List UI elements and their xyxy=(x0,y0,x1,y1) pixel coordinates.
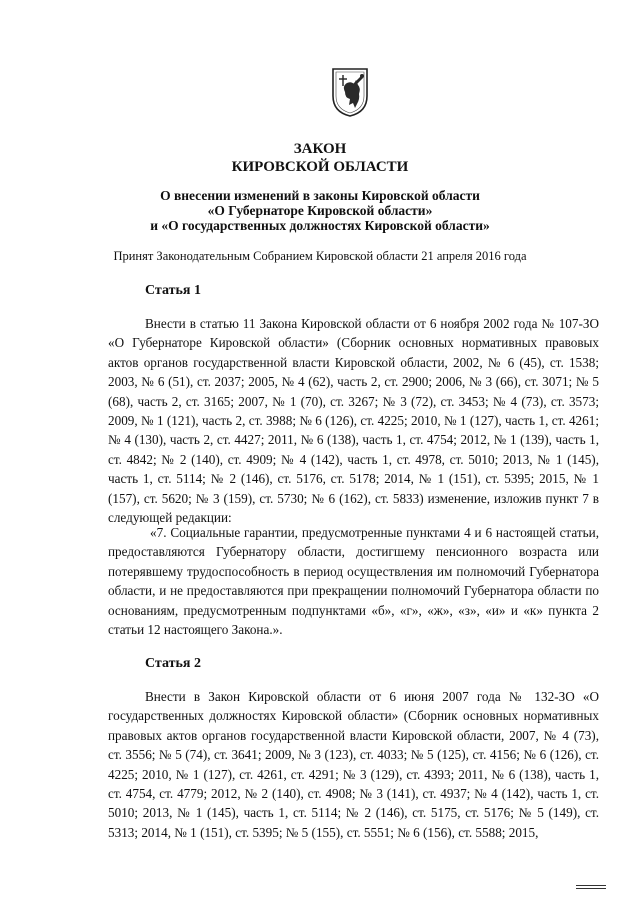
article-1-quote-block xyxy=(108,523,599,639)
footer-rule xyxy=(576,885,606,887)
subject-line-1: О внесении изменений в законы Кировской области xyxy=(160,188,480,203)
subject-line-3: и «О государственных должностях Кировской области» xyxy=(150,218,490,233)
article-1-quote: «7. Социальные гарантии, предусмотренные пунктами 4 и 6 настоящей статьи, предоставляются Губернатору области, достигшему пенсионного возраста или потерявшему трудоспособность в период осуществления им полномочий Губернатора области, и не предоставляются при прекращении полномочий Губернатора области по основаниям, предусмотренным подпунктами «б», «г», «ж», «з», «и» и «к» пункта 2 статьи 12 настоящего Закона.». xyxy=(108,525,599,638)
article-2-heading: Статья 2 xyxy=(145,656,201,671)
coat-of-arms-icon xyxy=(330,66,370,118)
law-title: ЗАКОН xyxy=(293,141,347,157)
article-1-heading: Статья 1 xyxy=(145,283,201,298)
article-1-paragraph: Внести в статью 11 Закона Кировской области от 6 ноября 2002 года № 107-ЗО «О Губернаторе Кировской области» (Сборник основных нормативных правовых актов органов государственной власти Кировской области, 2002, № 6 (45), ст. 1538; 2003, № 6 (51), ст. 2037; 2005, № 4 (62), часть 2, ст. 2900; 2006, № 3 (66), ст. 3071; № 5 (68), часть 2, ст. 3165; 2007, № 1 (70), ст. 3267; № 3 (72), ст. 3453; № 4 (73), ст. 3573; 2009, № 1 (121), часть 2, ст. 3988; № 6 (126), ст. 4225; 2010, № 1 (127), часть 1, ст. 4261; № 4 (130), часть 2, ст. 4427; 2011, № 6 (138), часть 1, ст. 4754; 2012, № 1 (139), часть 1, ст. 4842; № 2 (140), ст. 4909; № 4 (142), часть 1, ст. 4978, ст. 5010; 2013, № 1 (145), часть 1, ст. 5114; № 2 (146), ст. 5176, ст. 5178; 2014, № 1 (151), ст. 5395; 2015, № 1 (157), ст. 5620; № 3 (159), ст. 5730; № 6 (162), ст. 5833) изменение, изложив пункт 7 в следующей редакции: xyxy=(108,316,599,526)
footer-rule-line xyxy=(576,888,606,889)
law-subject xyxy=(90,188,550,233)
article-2-paragraph: Внести в Закон Кировской области от 6 июня 2007 года № 132-ЗО «О государственных должностях Кировской области» (Сборник основных нормативных правовых актов органов государственной власти Кировской области, 2007, № 4 (73), ст. 3556; № 5 (74), ст. 3641; 2009, № 3 (123), ст. 4033; № 5 (125), ст. 4156; № 6 (126), ст. 4225; 2010, № 1 (127), ст. 4261, ст. 4291; № 3 (129), ст. 4393; 2011, № 6 (138), часть 1, ст. 4754, ст. 4779; 2012, № 2 (140), ст. 4908; № 3 (141), ст. 4937; № 4 (142), часть 1, ст. 5010; 2013, № 1 (145), часть 1, ст. 5114; № 2 (146), ст. 5175, ст. 5176; № 5 (149), ст. 5313; 2014, № 1 (151), ст. 5395; № 5 (155), ст. 5551; № 6 (156), ст. 5588; 2015, xyxy=(108,689,599,840)
law-region: КИРОВСКОЙ ОБЛАСТИ xyxy=(231,159,409,175)
adoption-note: Принят Законодательным Собранием Кировской области 21 апреля 2016 года xyxy=(113,249,527,263)
footer-rule-line xyxy=(576,885,606,886)
article-2-body xyxy=(108,687,599,842)
subject-line-2: «О Губернаторе Кировской области» xyxy=(207,203,433,218)
article-1-body xyxy=(108,314,599,527)
